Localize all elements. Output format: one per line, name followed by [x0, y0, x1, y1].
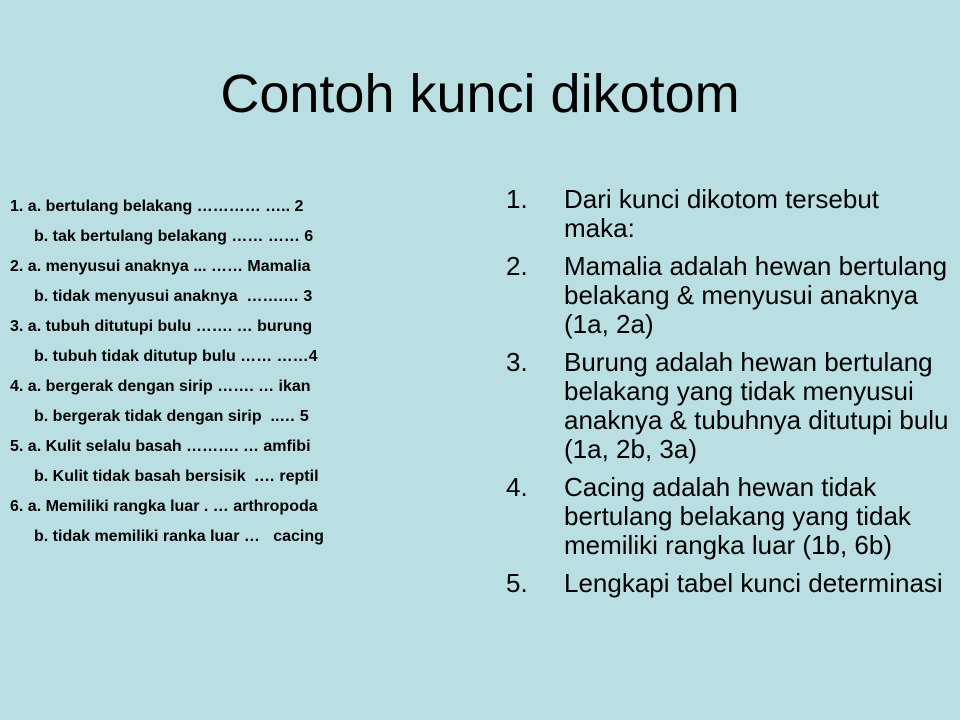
item-number: 5.	[506, 568, 528, 598]
item-text: Mamalia adalah hewan bertulang belakang & menyusui anaknya (1a, 2a)	[564, 251, 948, 339]
key-line: b. bergerak tidak dengan sirip ..… 5	[34, 408, 309, 425]
key-line: 1. a. bertulang belakang ………… ….. 2	[10, 198, 304, 215]
item-number: 1.	[506, 184, 528, 214]
explanation-item	[506, 252, 954, 339]
item-number: 3.	[506, 347, 528, 377]
dichotomous-key	[10, 192, 450, 552]
item-text: Dari kunci dikotom tersebut maka:	[564, 184, 880, 243]
key-line: 2. a. menyusui anaknya ... …… Mamalia	[10, 258, 311, 275]
key-line: 5. a. Kulit selalu basah ………. … amfibi	[10, 438, 311, 455]
item-text: Burung adalah hewan bertulang belakang yang tidak menyusui anaknya & tubuhnya ditutupi bulu (1a, 2b, 3a)	[564, 347, 949, 464]
key-line: b. tidak memiliki ranka luar … cacing	[34, 528, 324, 545]
explanation-item	[506, 185, 954, 243]
key-line: b. Kulit tidak basah bersisik .… reptil	[34, 468, 319, 485]
explanation-item	[506, 348, 954, 464]
item-text: Cacing adalah hewan tidak bertulang belakang yang tidak memiliki rangka luar (1b, 6b)	[564, 472, 911, 560]
slide-title: Contoh kunci dikotom	[220, 64, 740, 124]
explanation-item	[506, 473, 954, 560]
key-line: 4. a. bergerak dengan sirip ……. … ikan	[10, 378, 311, 395]
item-number: 4.	[506, 472, 528, 502]
key-line: b. tidak menyusui anaknya …….… 3	[34, 288, 313, 305]
item-number: 2.	[506, 251, 528, 281]
key-line: 6. a. Memiliki rangka luar . … arthropoda	[10, 498, 318, 515]
key-line: 3. a. tubuh ditutupi bulu ……. … burung	[10, 318, 313, 335]
explanation-item	[506, 569, 954, 598]
key-line: b. tak bertulang belakang …… …… 6	[34, 228, 314, 245]
explanation-list	[506, 185, 954, 607]
item-text: Lengkapi tabel kunci determinasi	[564, 568, 943, 598]
key-line: b. tubuh tidak ditutup bulu …… ……4	[34, 348, 318, 365]
